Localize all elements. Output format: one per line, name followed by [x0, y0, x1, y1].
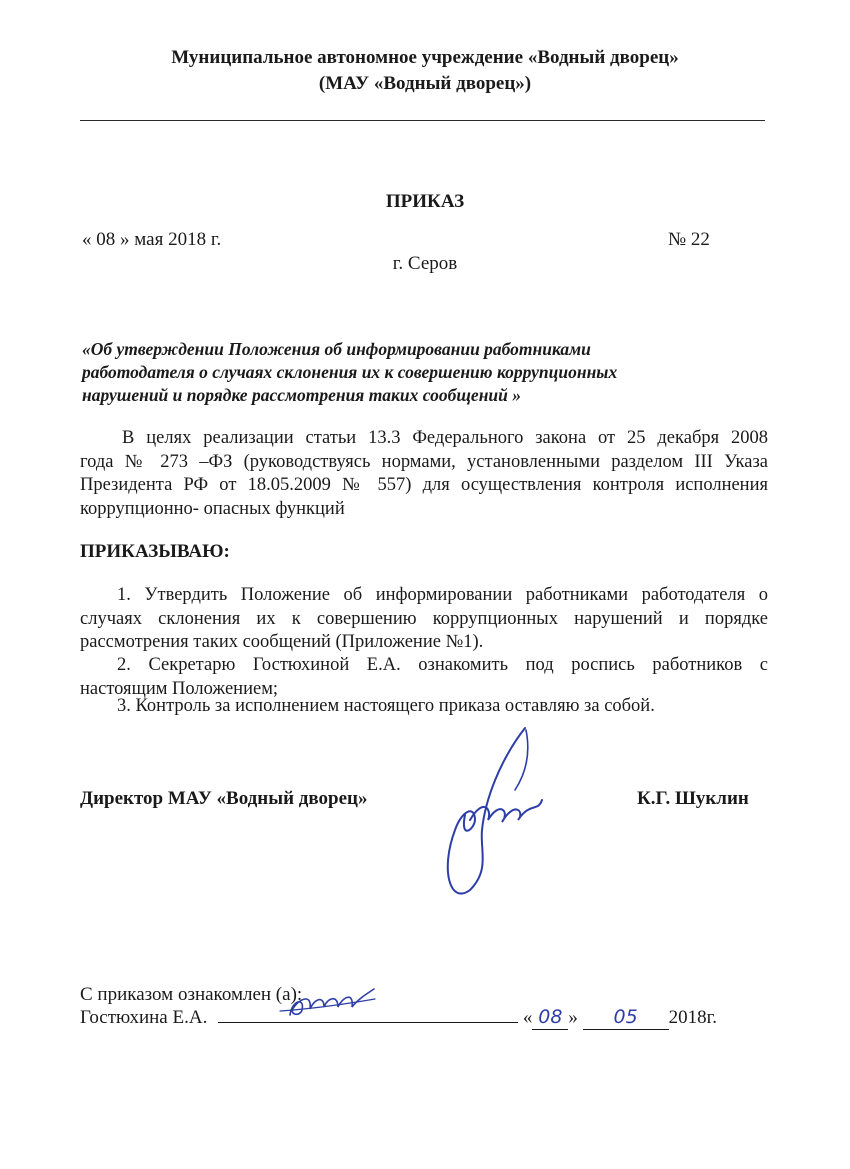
- preamble-line: коррупционно- опасных функций: [80, 498, 345, 519]
- order-date: « 08 » мая 2018 г.: [82, 229, 222, 250]
- organization-name: Муниципальное автономное учреждение «Водный дворец»: [171, 47, 679, 68]
- signatory-position: Директор МАУ «Водный дворец»: [80, 788, 368, 809]
- item-line: 3. Контроль за исполнением настоящего приказа оставляю за собой.: [117, 696, 655, 716]
- order-subject: [82, 338, 722, 407]
- order-heading: ПРИКАЗ: [385, 191, 465, 212]
- date-quote-close: »: [568, 1007, 578, 1028]
- item-line: настоящим Положением;: [80, 678, 279, 699]
- ack-month: 05: [583, 1006, 669, 1030]
- order-item-1: [80, 584, 768, 655]
- employee-signature: [280, 985, 380, 1025]
- item-line: рассмотрения таких сообщений (Приложение №1).: [80, 632, 484, 652]
- order-number: № 22: [668, 229, 710, 250]
- preamble-line: года № 273 –ФЗ (руководствуясь нормами, установленными разделом III Указа: [80, 451, 768, 472]
- subject-line: «Об утверждении Положения об информировании работниками: [82, 339, 591, 359]
- organization-short-name: (МАУ «Водный дворец»): [318, 73, 532, 94]
- preamble-line: В целях реализации статьи 13.3 Федерального закона от 25 декабря 2008: [122, 428, 768, 448]
- acknowledgement-line: [80, 1006, 717, 1030]
- order-item-2: [80, 654, 768, 701]
- date-quote-open: «: [522, 1007, 533, 1028]
- subject-line: нарушений и порядке рассмотрения таких сообщений »: [82, 385, 521, 405]
- directive-word: ПРИКАЗЫВАЮ:: [80, 541, 230, 562]
- acknowledgement-label: С приказом ознакомлен (а):: [80, 984, 303, 1005]
- ack-year: 2018г.: [668, 1007, 717, 1028]
- preamble-line: Президента РФ от 18.05.2009 № 557) для осуществления контроля исполнения: [80, 475, 768, 495]
- employee-name: Гостюхина Е.А.: [80, 1007, 208, 1028]
- header-divider: [80, 120, 765, 121]
- signatory-name: К.Г. Шуклин: [637, 788, 749, 809]
- director-signature: [430, 720, 560, 900]
- subject-line: работодателя о случаях склонения их к совершению коррупционных: [82, 362, 618, 382]
- ack-day: 08: [532, 1006, 568, 1030]
- order-item-3: [80, 695, 768, 719]
- order-city: г. Серов: [392, 253, 458, 274]
- item-line: случаях склонения их к совершению коррупционных нарушений и порядке: [80, 608, 768, 629]
- preamble: [80, 427, 768, 521]
- item-line: 2. Секретарю Гостюхиной Е.А. ознакомить под роспись работников с: [117, 655, 768, 675]
- item-line: 1. Утвердить Положение об информировании работниками работодателя о: [117, 585, 768, 605]
